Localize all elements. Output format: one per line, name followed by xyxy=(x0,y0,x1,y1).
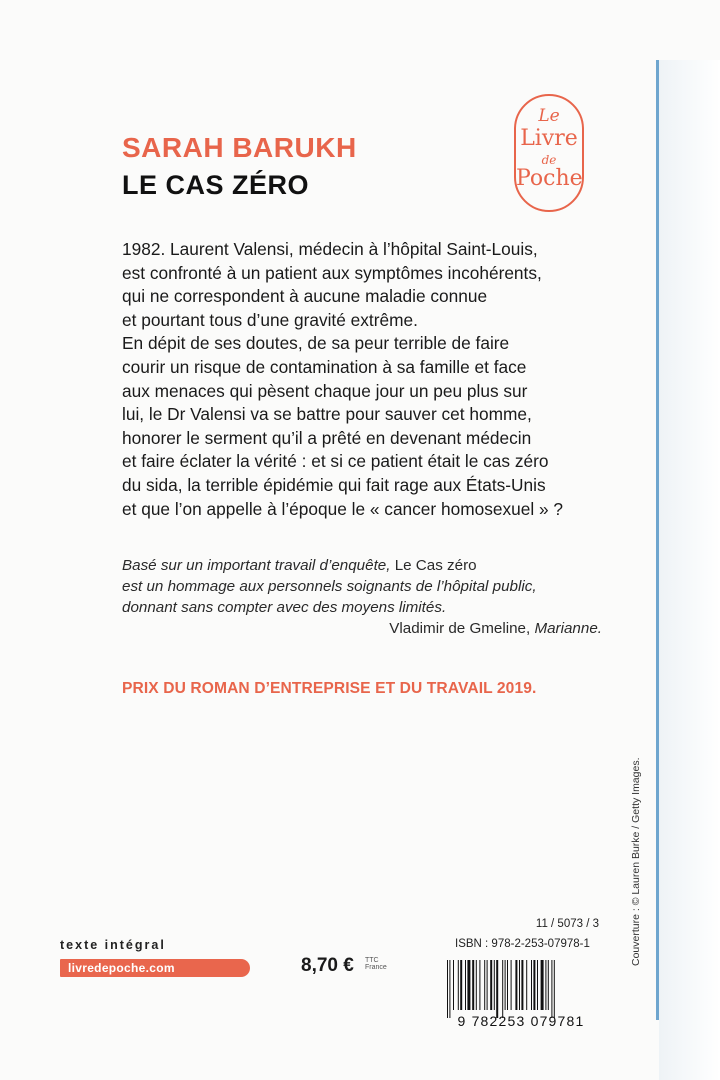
barcode-bars xyxy=(447,960,555,1018)
award-line: PRIX DU ROMAN D’ENTREPRISE ET DU TRAVAIL 2019. xyxy=(122,680,537,697)
quote-text: Basé sur un important travail d’enquête, xyxy=(122,557,395,574)
reference-number: 11 / 5073 / 3 xyxy=(535,918,599,930)
synopsis-line: et pourtant tous d’une gravité extrême. xyxy=(122,309,418,330)
barcode-bar xyxy=(494,960,495,1010)
quote-book-title: Le Cas zéro xyxy=(394,557,477,574)
book-title: LE CAS ZÉRO xyxy=(122,170,310,200)
barcode-bar xyxy=(496,960,498,1018)
barcode-bar xyxy=(476,960,477,1010)
price-note-france: France xyxy=(365,964,387,971)
logo-text-de: de xyxy=(541,153,557,167)
barcode-bar xyxy=(465,960,466,1010)
synopsis xyxy=(122,238,563,521)
author-name: SARAH BARUKH xyxy=(122,132,357,163)
spine-edge xyxy=(659,60,720,1080)
barcode-bar xyxy=(541,960,544,1010)
barcode-bar xyxy=(449,960,450,1018)
spine-line xyxy=(656,60,659,1020)
barcode-bar xyxy=(511,960,512,1010)
barcode-bar xyxy=(545,960,546,1010)
barcode-bar xyxy=(548,960,549,1010)
synopsis-line: honorer le serment qu’il a prêté en devenant médecin xyxy=(122,427,532,448)
isbn: ISBN : 978-2-253-07978-1 xyxy=(455,938,590,950)
quote-source: Marianne. xyxy=(534,620,602,637)
synopsis-line: et que l’on appelle à l’époque le « cancer homosexuel » ? xyxy=(122,498,563,519)
barcode-bar xyxy=(521,960,523,1010)
quote-line: est un hommage aux personnels soignants de l’hôpital public, xyxy=(122,578,537,595)
barcode-bar xyxy=(453,960,454,1010)
livre-de-poche-logo xyxy=(514,94,584,212)
press-quote xyxy=(122,555,602,639)
barcode-bar xyxy=(460,960,462,1010)
synopsis-line: En dépit de ses doutes, de sa peur terrible de faire xyxy=(122,333,510,354)
synopsis-line: lui, le Dr Valensi va se battre pour sauver cet homme, xyxy=(122,404,532,425)
logo-text-poche: Poche xyxy=(516,166,583,191)
price: 8,70 € xyxy=(301,955,354,976)
synopsis-line: qui ne correspondent à aucune maladie connue xyxy=(122,286,488,307)
barcode-digits: 9 782253 079781 xyxy=(457,1013,585,1028)
barcode xyxy=(437,958,605,1028)
barcode-bar xyxy=(502,960,503,1018)
quote-author: Vladimir de Gmeline, xyxy=(389,620,535,637)
barcode-bar xyxy=(526,960,527,1010)
barcode-bar xyxy=(537,960,538,1010)
barcode-bar xyxy=(505,960,506,1010)
cover-photo-credit: Couverture : © Lauren Burke / Getty Images. xyxy=(630,757,642,966)
barcode-bar xyxy=(515,960,517,1010)
website-link[interactable]: livredepoche.com xyxy=(60,959,250,977)
barcode-bar xyxy=(467,960,470,1010)
synopsis-line: aux menaces qui pèsent chaque jour un peu plus sur xyxy=(122,380,528,401)
synopsis-line: 1982. Laurent Valensi, médecin à l’hôpital Saint-Louis, xyxy=(122,239,538,259)
barcode-bar xyxy=(487,960,488,1010)
synopsis-line: du sida, la terrible épidémie qui fait rage aux États-Unis xyxy=(122,474,546,495)
barcode-bar xyxy=(447,960,448,1018)
barcode-bar xyxy=(554,960,555,1018)
price-note xyxy=(365,957,387,971)
barcode-bar xyxy=(531,960,532,1010)
barcode-bar xyxy=(479,960,480,1010)
barcode-bar xyxy=(484,960,485,1010)
logo-text-livre: Livre xyxy=(520,126,578,151)
barcode-bar xyxy=(458,960,459,1010)
texte-integral-label: texte intégral xyxy=(60,938,166,952)
barcode-bar xyxy=(551,960,552,1018)
price-note-ttc: TTC xyxy=(365,957,379,964)
barcode-bar xyxy=(472,960,474,1010)
barcode-bar xyxy=(507,960,508,1010)
synopsis-line: est confronté à un patient aux symptômes incohérents, xyxy=(122,262,542,283)
quote-line: donnant sans compter avec des moyens limités. xyxy=(122,599,447,616)
quote-attribution xyxy=(122,618,602,639)
quote-line xyxy=(122,555,602,576)
synopsis-line: courir un risque de contamination à sa famille et face xyxy=(122,356,527,377)
logo-text-le: Le xyxy=(538,106,560,126)
barcode-bar xyxy=(533,960,535,1010)
barcode-bar xyxy=(490,960,492,1010)
barcode-bar xyxy=(519,960,520,1010)
synopsis-line: et faire éclater la vérité : et si ce patient était le cas zéro xyxy=(122,451,549,472)
